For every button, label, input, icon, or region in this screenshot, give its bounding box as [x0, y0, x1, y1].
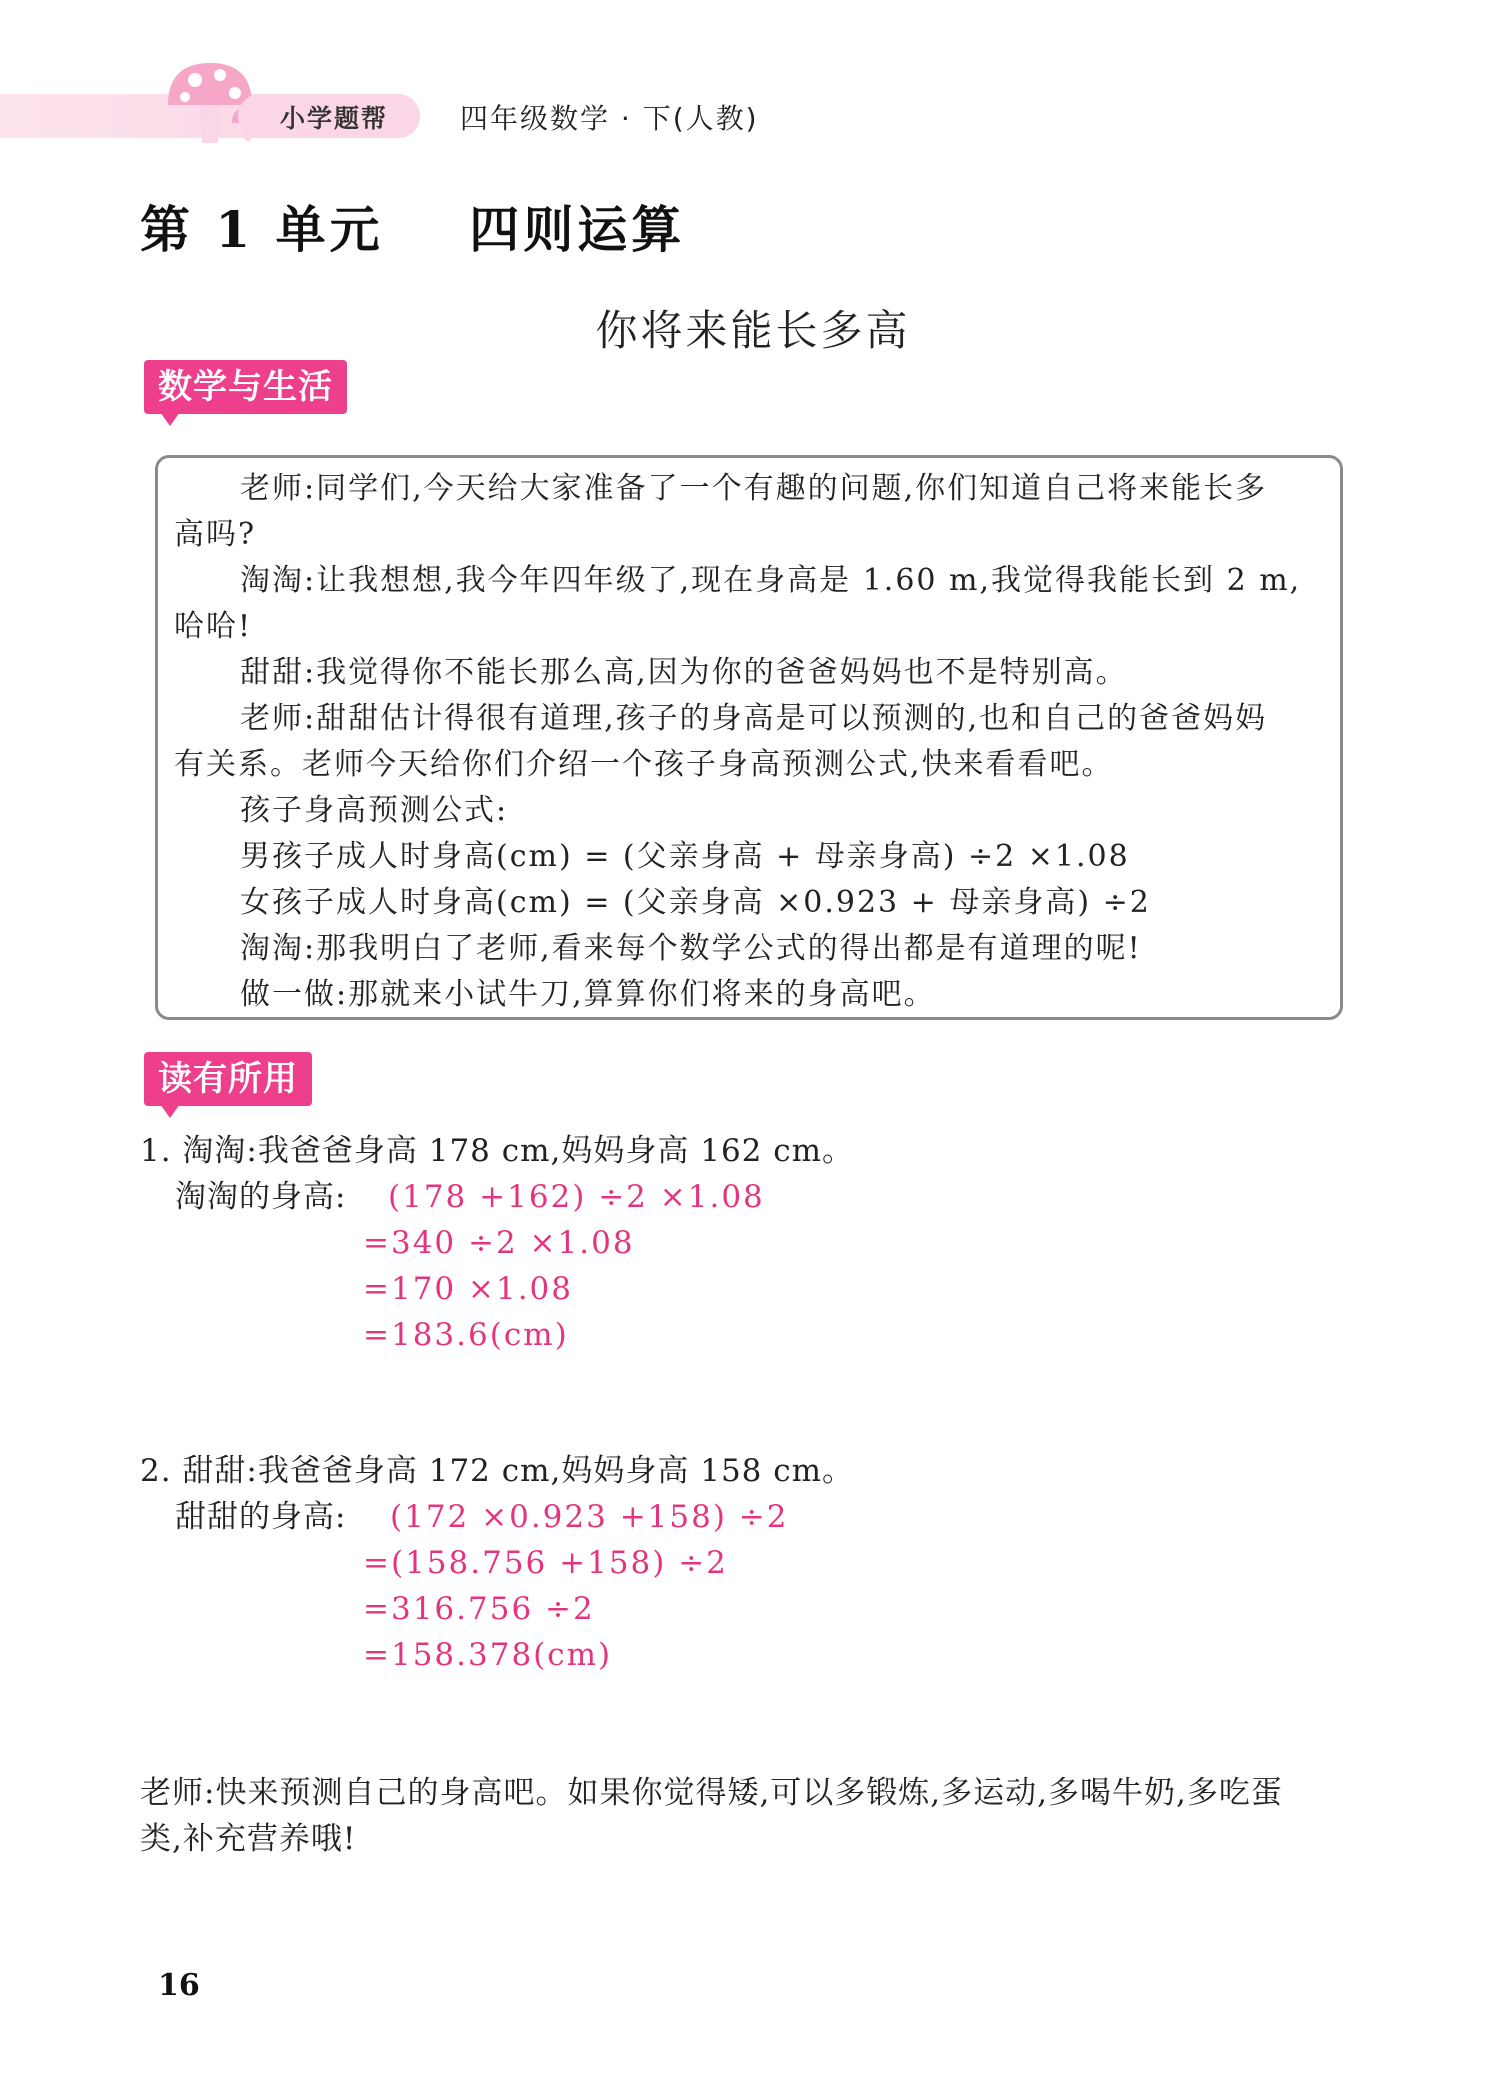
dialog-line: 做一做:那就来小试牛刀,算算你们将来的身高吧。 — [240, 977, 936, 1012]
closing-line: 类,补充营养哦! — [140, 1821, 357, 1857]
question-1-stem: 1. 淘淘:我爸爸身高 178 cm,妈妈身高 162 cm。 — [140, 1133, 854, 1169]
section-tag-read-use: 读有所用 — [144, 1052, 312, 1106]
dialog-line: 甜甜:我觉得你不能长那么高,因为你的爸爸妈妈也不是特别高。 — [240, 655, 1128, 690]
dialog-line: 老师:甜甜估计得很有道理,孩子的身高是可以预测的,也和自己的爸爸妈妈 — [240, 701, 1268, 736]
question-2-step: =316.756 ÷2 — [363, 1591, 595, 1627]
question-1-step: (178 +162) ÷2 ×1.08 — [388, 1179, 765, 1215]
dialog-line: 淘淘:那我明白了老师,看来每个数学公式的得出都是有道理的呢! — [240, 931, 1142, 966]
book-title: 四年级数学 · 下(人教) — [460, 102, 759, 135]
question-1-step: =170 ×1.08 — [363, 1271, 573, 1307]
question-2-step: (172 ×0.923 +158) ÷2 — [390, 1499, 789, 1535]
formula-boy: 男孩子成人时身高(cm) = (父亲身高 + 母亲身高) ÷2 ×1.08 — [240, 839, 1130, 874]
dialog-line: 哈哈! — [174, 609, 253, 644]
question-2-step: =(158.756 +158) ÷2 — [363, 1545, 728, 1581]
lesson-title: 你将来能长多高 — [595, 306, 911, 355]
page-number: 16 — [158, 1968, 200, 2003]
brand-name: 小学题帮 — [280, 104, 389, 133]
dialog-line: 孩子身高预测公式: — [240, 793, 509, 828]
question-1-label: 淘淘的身高: — [175, 1179, 347, 1215]
unit-title: 第 1 单元 四则运算 — [140, 200, 686, 259]
formula-girl: 女孩子成人时身高(cm) = (父亲身高 ×0.923 + 母亲身高) ÷2 — [240, 885, 1151, 920]
dialog-line: 淘淘:让我想想,我今年四年级了,现在身高是 1.60 m,我觉得我能长到 2 m, — [240, 563, 1302, 598]
question-2-stem: 2. 甜甜:我爸爸身高 172 cm,妈妈身高 158 cm。 — [140, 1453, 854, 1489]
closing-line: 老师:快来预测自己的身高吧。如果你觉得矮,可以多锻炼,多运动,多喝牛奶,多吃蛋 — [140, 1775, 1283, 1811]
question-1-step: =340 ÷2 ×1.08 — [363, 1225, 635, 1261]
question-2-answer: =158.378(cm) — [363, 1637, 613, 1673]
dialog-line: 有关系。老师今天给你们介绍一个孩子身高预测公式,快来看看吧。 — [174, 747, 1114, 782]
section-tag-math-life: 数学与生活 — [144, 360, 347, 414]
dialog-line: 老师:同学们,今天给大家准备了一个有趣的问题,你们知道自己将来能长多 — [240, 471, 1268, 506]
question-1-answer: =183.6(cm) — [363, 1317, 569, 1353]
question-2-label: 甜甜的身高: — [175, 1499, 347, 1535]
dialog-line: 高吗? — [174, 517, 257, 552]
dialog-box — [155, 455, 1343, 1020]
